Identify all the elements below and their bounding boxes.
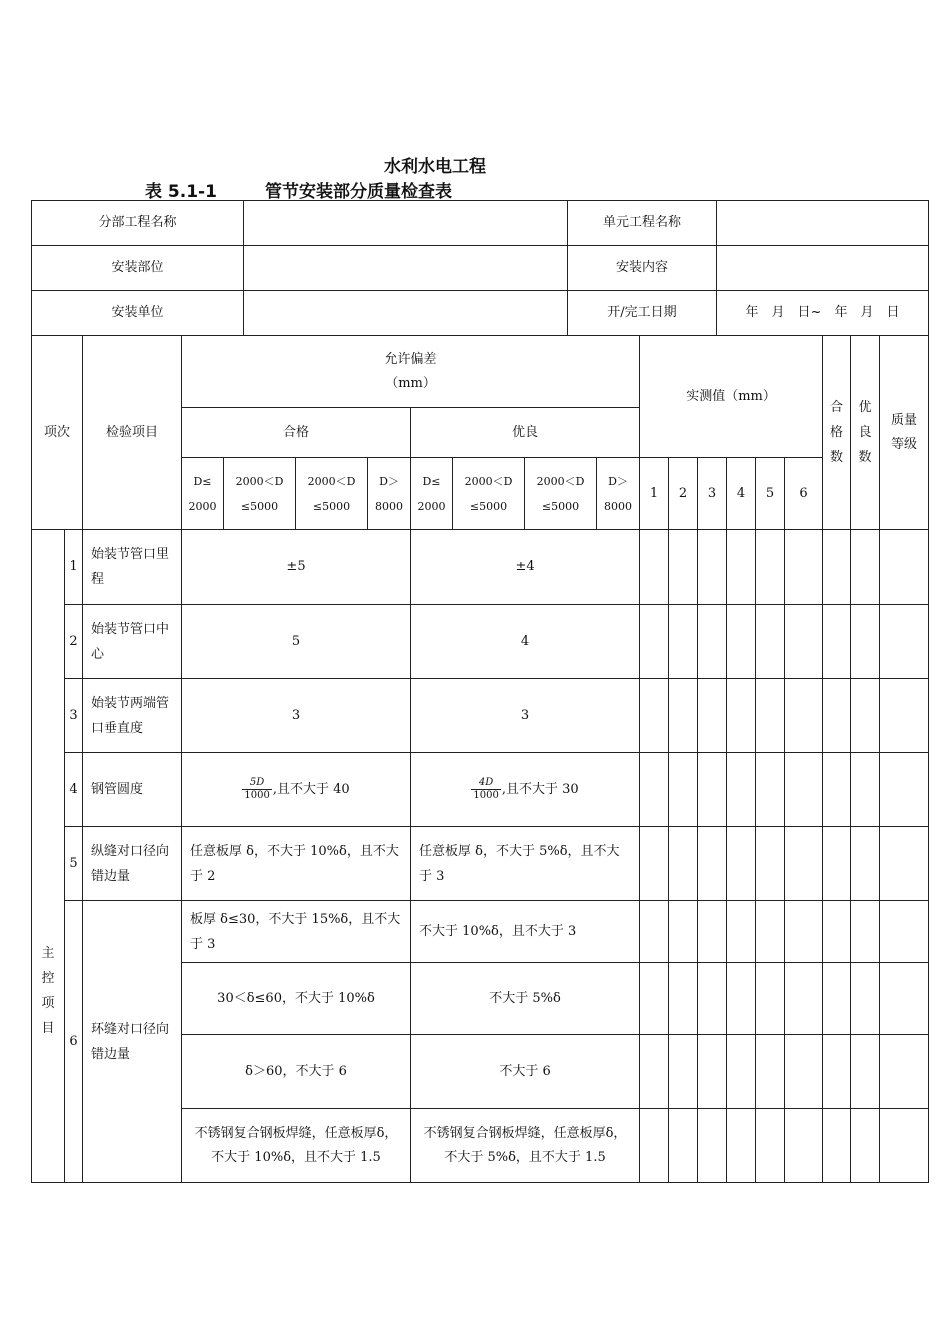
qualified-count-header: 合格数: [823, 336, 851, 530]
date-label: 开/完工日期: [568, 291, 717, 336]
table-title: 管节安装部分质量检查表: [265, 182, 452, 202]
table-row: [32, 827, 929, 901]
date-value[interactable]: 年 月 日~ 年 月 日: [717, 291, 929, 336]
qualified-value: 板厚 δ≤30，不大于 15%δ，且不大于 3: [182, 901, 411, 963]
excellent-header: 优良: [411, 408, 640, 458]
table-row: [32, 753, 929, 827]
table-number: 表 5.1-1: [145, 182, 217, 202]
qualified-value: 5: [182, 605, 411, 679]
check-item: 始装节管口中心: [83, 605, 182, 679]
install-unit-label: 安装单位: [32, 291, 244, 336]
measure-col-4: 4: [727, 458, 756, 530]
excellent-value: 不锈钢复合钢板焊缝，任意板厚δ，不大于 5%δ，且不大于 1.5: [411, 1109, 640, 1183]
measured-values-header: 实测值（mm）: [640, 336, 823, 458]
qualified-value: ±5: [182, 530, 411, 605]
install-content-label: 安装内容: [568, 246, 717, 291]
d-range-e-3: 2000＜D ≤5000: [525, 458, 597, 530]
row-no: 1: [65, 530, 83, 605]
row-no: 2: [65, 605, 83, 679]
table-row: [32, 530, 929, 605]
excellent-value: $\frac{4D}{1000}$ ,且不大于 30: [411, 753, 640, 827]
measure-col-3: 3: [698, 458, 727, 530]
d-range-e-4: D＞ 8000: [597, 458, 640, 530]
excellent-value: 4: [411, 605, 640, 679]
measure-col-6: 6: [785, 458, 823, 530]
main-control-label: 主控项目: [32, 530, 65, 1183]
qualified-value: δ＞60，不大于 6: [182, 1035, 411, 1109]
check-item: 纵缝对口径向错边量: [83, 827, 182, 901]
d-range-e-2: 2000＜D ≤5000: [453, 458, 525, 530]
row-no: 3: [65, 679, 83, 753]
row-no: 6: [65, 901, 83, 1183]
fraction-5d: $\frac{5D}{1000}$: [244, 777, 270, 801]
sub-project-value[interactable]: [244, 201, 568, 246]
qualified-value: 30＜δ≤60，不大于 10%δ: [182, 963, 411, 1035]
table-row: [32, 605, 929, 679]
quality-grade-header: 质量 等级: [880, 336, 929, 530]
check-item: 始装节两端管口垂直度: [83, 679, 182, 753]
measure-col-5: 5: [756, 458, 785, 530]
measure-col-2: 2: [669, 458, 698, 530]
d-range-q-2: 2000＜D ≤5000: [224, 458, 296, 530]
check-item: 钢管圆度: [83, 753, 182, 827]
excellent-value: ±4: [411, 530, 640, 605]
measure-col-1: 1: [640, 458, 669, 530]
fraction-4d: $\frac{4D}{1000}$: [473, 777, 499, 801]
qualified-value: 任意板厚 δ，不大于 10%δ，且不大于 2: [182, 827, 411, 901]
excellent-value: 不大于 10%δ，且不大于 3: [411, 901, 640, 963]
table-row: [32, 679, 929, 753]
row-no: 5: [65, 827, 83, 901]
d-range-q-1: D≤ 2000: [182, 458, 224, 530]
qualified-value: $\frac{5D}{1000}$ ,且不大于 40: [182, 753, 411, 827]
check-item: 始装节管口里程: [83, 530, 182, 605]
inspection-table: [31, 335, 929, 1183]
info-table: [31, 200, 929, 336]
excellent-value: 不大于 6: [411, 1035, 640, 1109]
sub-project-label: 分部工程名称: [32, 201, 244, 246]
excellent-value: 不大于 5%δ: [411, 963, 640, 1035]
allowed-deviation-header: 允许偏差 （mm）: [182, 336, 640, 408]
unit-project-value[interactable]: [717, 201, 929, 246]
install-location-label: 安装部位: [32, 246, 244, 291]
check-item: 环缝对口径向错边量: [83, 901, 182, 1183]
row-no: 4: [65, 753, 83, 827]
check-item-header: 检验项目: [83, 336, 182, 530]
excellent-count-header: 优良数: [851, 336, 880, 530]
d-range-q-3: 2000＜D ≤5000: [296, 458, 368, 530]
qualified-value: 不锈钢复合钢板焊缝，任意板厚δ，不大于 10%δ，且不大于 1.5: [182, 1109, 411, 1183]
qualified-header: 合格: [182, 408, 411, 458]
install-location-value[interactable]: [244, 246, 568, 291]
org-title: 水利水电工程: [384, 157, 486, 177]
excellent-value: 3: [411, 679, 640, 753]
excellent-value: 任意板厚 δ，不大于 5%δ，且不大于 3: [411, 827, 640, 901]
d-range-e-1: D≤ 2000: [411, 458, 453, 530]
d-range-q-4: D＞ 8000: [368, 458, 411, 530]
table-row: [32, 901, 929, 963]
install-content-value[interactable]: [717, 246, 929, 291]
unit-project-label: 单元工程名称: [568, 201, 717, 246]
install-unit-value[interactable]: [244, 291, 568, 336]
item-no-header: 项次: [32, 336, 83, 530]
qualified-value: 3: [182, 679, 411, 753]
